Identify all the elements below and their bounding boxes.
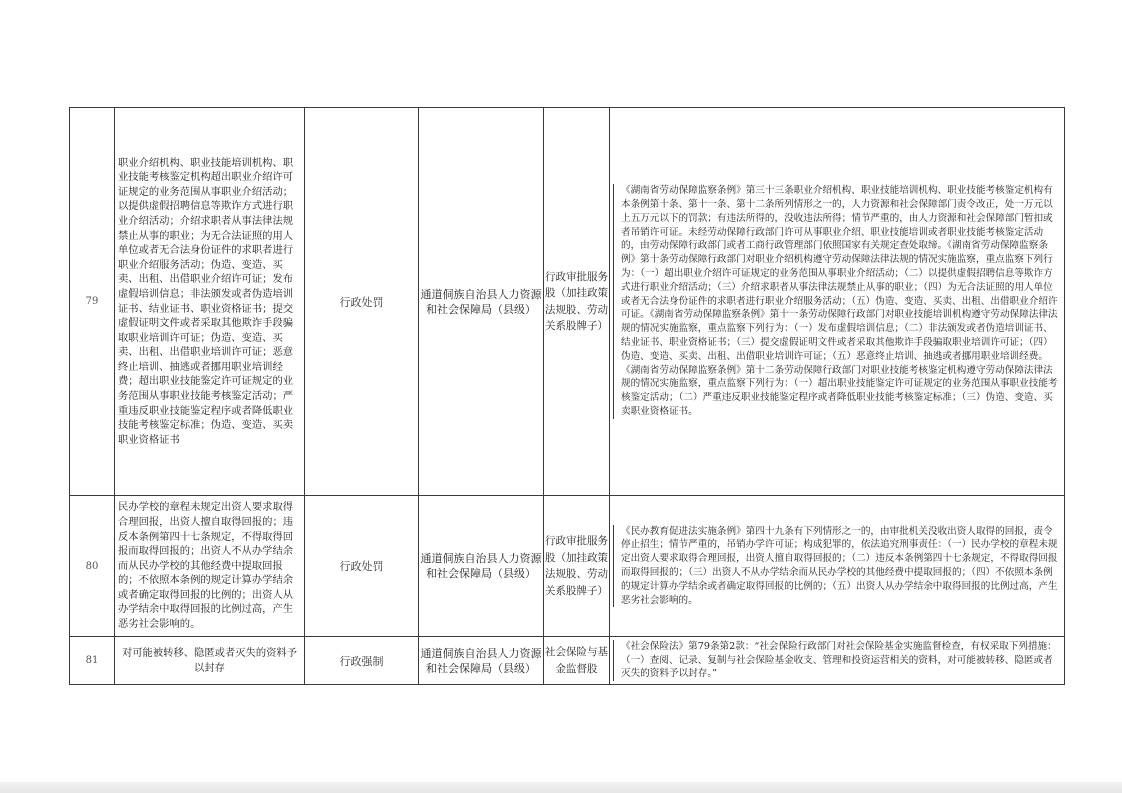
legal-basis: 《社会保险法》第79条第2款：“社会保险行政部门对社会保险基金实施监督检查，有权采取下列措施：（一）查阅、记录、复制与社会保险基金收支、管理和投资运营相关的资料，对可能被转移、隐匿或者灭失的资料予以封存。” bbox=[613, 640, 1064, 681]
table-row bbox=[70, 108, 1065, 496]
item-name: 对可能被转移、隐匿或者灭失的资料予以封存 bbox=[115, 637, 305, 685]
responsible-unit: 行政审批服务股（加挂政策法规股、劳动关系股牌子） bbox=[544, 108, 610, 496]
row-number: 79 bbox=[70, 108, 115, 496]
power-type: 行政强制 bbox=[305, 637, 419, 685]
department: 通道侗族自治县人力资源和社会保障局（县级） bbox=[419, 496, 544, 637]
legal-basis-cell bbox=[610, 108, 1065, 496]
table-row bbox=[70, 637, 1065, 685]
row-number: 80 bbox=[70, 496, 115, 637]
responsible-unit: 社会保险与基金监督股 bbox=[544, 637, 610, 685]
page-bottom-edge bbox=[0, 782, 1122, 793]
department: 通道侗族自治县人力资源和社会保障局（县级） bbox=[419, 108, 544, 496]
item-table bbox=[69, 107, 1065, 685]
row-number: 81 bbox=[70, 637, 115, 685]
department: 通道侗族自治县人力资源和社会保障局（县级） bbox=[419, 637, 544, 685]
legal-basis-cell bbox=[610, 637, 1065, 685]
legal-basis-cell bbox=[610, 496, 1065, 637]
responsible-unit: 行政审批服务股（加挂政策法规股、劳动关系股牌子） bbox=[544, 496, 610, 637]
legal-basis: 《湖南省劳动保障监察条例》第三十三条职业介绍机构、职业技能培训机构、职业技能考核鉴定机构有本条例第十条、第十一条、第十二条所列情形之一的，人力资源和社会保障部门责令改正，处一万元以上五万元以下的罚款；有违法所得的，没收违法所得；情节严重的，由人力资源和社会保障部门暂扣或者吊销许可证。未经劳动保障行政部门许可从事职业介绍、职业技能培训或者职业技能考核鉴定活动的，由劳动保障行政部门或者工商行政管理部门依照国家有关规定查处取缔。《湖南省劳动保障监察条例》第十条劳动保障行政部门对职业介绍机构遵守劳动保障法律法规的情况实施监察，重点监察下列行为：（一）超出职业介绍许可证规定的业务范围从事职业介绍活动；（二）以提供虚假招聘信息等欺诈方式进行职业介绍活动；（三）介绍求职者从事法律法规禁止从事的职业；（四）为无合法证照的用人单位或者无合法身份证件的求职者进行职业介绍服务活动；（五）伪造、变造、买卖、出租、出借职业介绍许可证。《湖南省劳动保障监察条例》第十一条劳动保障行政部门对职业技能培训机构遵守劳动保障法律法规的情况实施监察，重点监察下列行为：（一）发布虚假培训信息；（二）非法颁发或者伪造培训证书、结业证书、职业资格证书；（三）提交虚假证明文件或者采取其他欺诈手段骗取职业培训许可证；（四）伪造、变造、买卖、出租、出借职业培训许可证；（五）恶意终止培训、抽逃或者挪用职业培训经费。《湖南省劳动保障监察条例》第十二条劳动保障行政部门对职业技能考核鉴定机构遵守劳动保障法律法规的情况实施监察，重点监察下列行为：（一）超出职业技能鉴定许可证规定的业务范围从事职业技能考核鉴定活动；（二）严重违反职业技能鉴定程序或者降低职业技能考核鉴定标准；（三）伪造、变造、买卖职业资格证书。 bbox=[613, 184, 1064, 419]
item-name: 职业介绍机构、职业技能培训机构、职业技能考核鉴定机构超出职业介绍许可证规定的业务范围从事职业介绍活动；以提供虚假招聘信息等欺诈方式进行职业介绍活动；介绍求职者从事法律法规禁止从事的职业；为无合法证照的用人单位或者无合法身份证件的求职者进行职业介绍服务活动；伪造、变造、买卖、出租、出借职业介绍许可证；发布虚假培训信息；非法颁发或者伪造培训证书、结业证书、职业资格证书；提交虚假证明文件或者采取其他欺诈手段骗取职业培训许可证；伪造、变造、买卖、出租、出借职业培训许可证；恶意终止培训、抽逃或者挪用职业培训经费；超出职业技能鉴定许可证规定的业务范围从事职业技能考核鉴定活动；严重违反职业技能鉴定程序或者降低职业技能考核鉴定标准；伪造、变造、买卖职业资格证书 bbox=[115, 108, 305, 496]
power-type: 行政处罚 bbox=[305, 496, 419, 637]
power-type: 行政处罚 bbox=[305, 108, 419, 496]
legal-basis: 《民办教育促进法实施条例》第四十九条有下列情形之一的，由审批机关没收出资人取得的回报，责令停止招生；情节严重的，吊销办学许可证；构成犯罪的，依法追究刑事责任：（一）民办学校的章程未规定出资人要求取得合理回报，出资人擅自取得回报的；（二）违反本条例第四十七条规定，不得取得回报而取得回报的；（三）出资人不从办学结余而从民办学校的其他经费中提取回报的；（四）不依照本条例的规定计算办学结余或者确定取得回报的比例的；（五）出资人从办学结余中取得回报的比例过高，产生恶劣社会影响的。 bbox=[613, 525, 1064, 608]
table-row bbox=[70, 496, 1065, 637]
item-name: 民办学校的章程未规定出资人要求取得合理回报，出资人擅自取得回报的；违反本条例第四十七条规定，不得取得回报而取得回报的；出资人不从办学结余而从民办学校的其他经费中提取回报的；不依照本条例的规定计算办学结余或者确定取得回报的比例的；出资人从办学结余中取得回报的比例过高，产生恶劣社会影响的。 bbox=[115, 496, 305, 637]
